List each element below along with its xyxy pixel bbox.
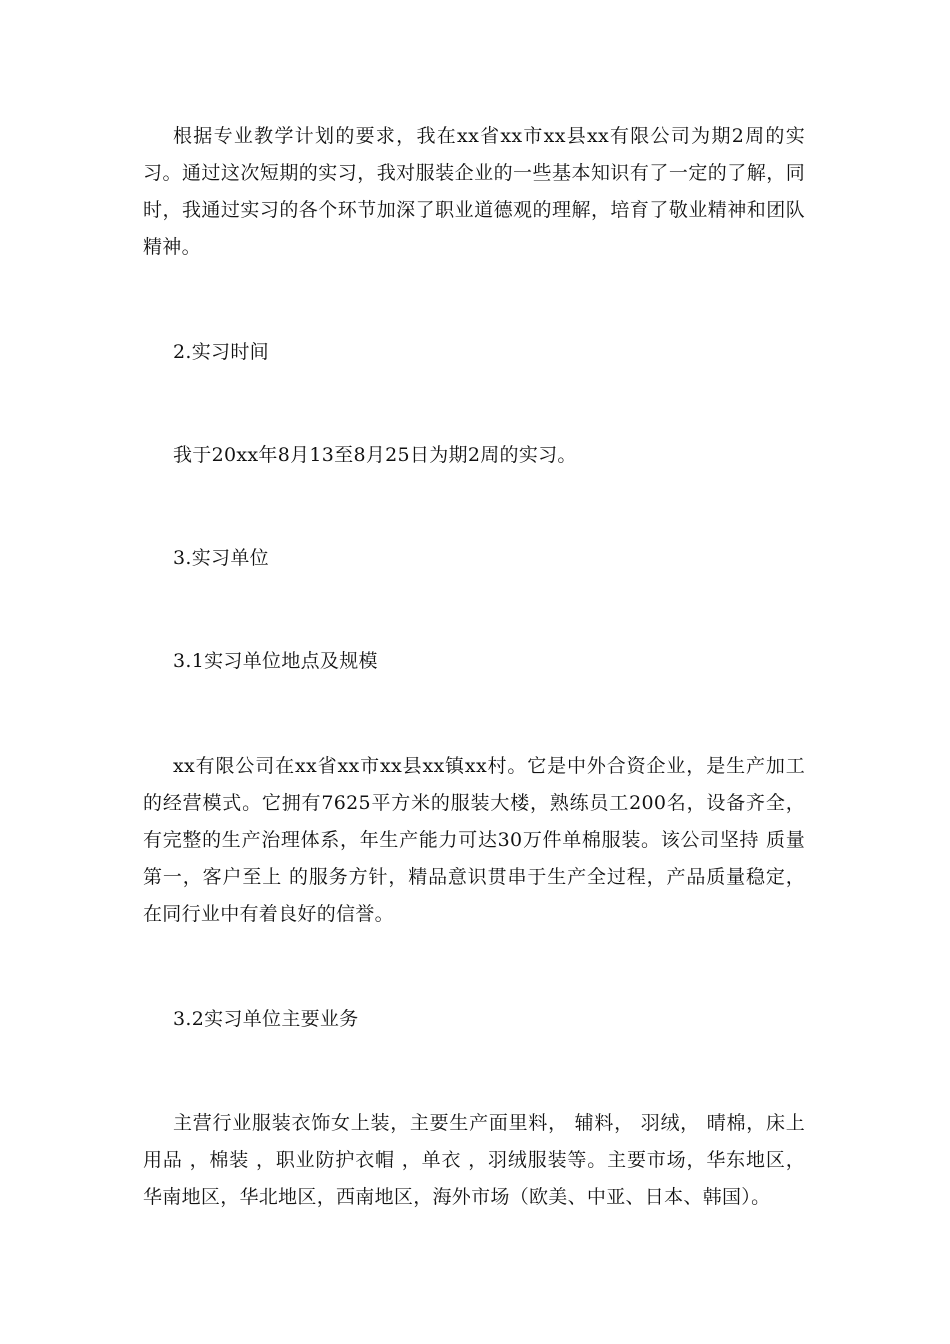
section-2-text: 我于20xx年8月13至8月25日为期2周的实习。 bbox=[173, 444, 577, 466]
section-3-heading: 3.实习单位 bbox=[173, 547, 269, 569]
intro-paragraph: 根据专业教学计划的要求，我在xx省xx市xx县xx有限公司为期2周的实习。通过这次短期的实习，我对服装企业的一些基本知识有了一定的了解，同时，我通过实习的各个环节加深了职业道德观的理解，培育了敬业精神和团队精神。 bbox=[143, 125, 805, 258]
section-3-1-text: xx有限公司在xx省xx市xx县xx镇xx村。它是中外合资企业，是生产加工的经营模式。它拥有7625平方米的服装大楼，熟练员工200名，设备齐全，有完整的生产治理体系，年生产能力可达30万件单棉服装。该公司坚持 质量第一，客户至上 的服务方针，精品意识贯串于生产全过程，产品质量稳定，在同行业中有着良好的信誉。 bbox=[143, 755, 805, 925]
section-3-2-heading: 3.2实习单位主要业务 bbox=[173, 1008, 359, 1030]
section-2-heading: 2.实习时间 bbox=[173, 341, 269, 363]
section-3-2-text: 主营行业服装衣饰女上装，主要生产面里料， 辅料， 羽绒， 晴棉，床上用品 ，棉装 ，职业防护衣帽 ，单衣 ，羽绒服装等。主要市场，华东地区，华南地区，华北地区，西南地区，海外市场（欧美、中亚、日本、韩国）。 bbox=[143, 1112, 805, 1208]
section-3-1-heading: 3.1实习单位地点及规模 bbox=[173, 650, 378, 672]
